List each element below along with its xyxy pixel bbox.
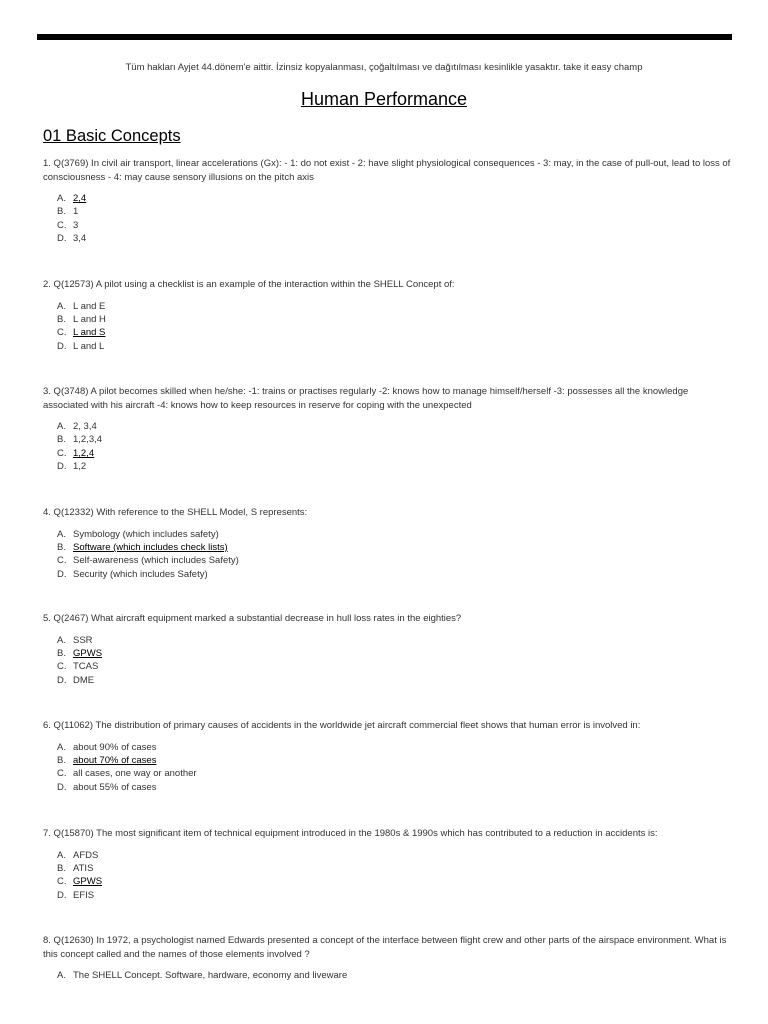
answer-option bbox=[43, 460, 733, 473]
option-text: L and S bbox=[73, 327, 106, 339]
question-4 bbox=[43, 506, 733, 581]
option-letter: C. bbox=[57, 876, 67, 888]
option-text: 3,4 bbox=[73, 233, 87, 245]
answer-option bbox=[43, 554, 733, 567]
answer-option bbox=[43, 741, 733, 754]
answer-option bbox=[43, 313, 733, 326]
option-text: about 55% of cases bbox=[73, 781, 157, 793]
option-letter: C. bbox=[57, 219, 67, 231]
option-letter: A. bbox=[57, 970, 66, 981]
option-letter: C. bbox=[57, 327, 67, 339]
option-text: Symbology (which includes safety) bbox=[73, 528, 219, 540]
answer-option-correct bbox=[43, 447, 733, 460]
option-letter: A. bbox=[57, 528, 66, 540]
option-text: Software (which includes check lists) bbox=[73, 541, 228, 553]
option-letter: B. bbox=[57, 541, 66, 553]
answer-option bbox=[43, 767, 733, 780]
option-letter: A. bbox=[57, 300, 66, 312]
answer-options bbox=[43, 420, 733, 474]
answer-option bbox=[43, 300, 733, 313]
option-letter: B. bbox=[57, 754, 66, 766]
copyright-notice: Tüm hakları Ayjet 44.dönem'e aittir. İzinsiz kopyalanması, çoğaltılması ve dağıtılması kesinlikle yasaktır. take it easy champ bbox=[125, 62, 643, 73]
option-text: L and H bbox=[73, 313, 106, 325]
option-text: L and L bbox=[73, 340, 105, 352]
answer-option-correct bbox=[43, 754, 733, 767]
question-stem: 7. Q(15870) The most significant item of technical equipment introduced in the 1980s & 1990s which has contributed to a reduction in accidents is: bbox=[43, 828, 658, 839]
option-letter: B. bbox=[57, 206, 66, 218]
option-text: 2,4 bbox=[73, 193, 87, 204]
answer-option-correct bbox=[43, 541, 733, 554]
answer-option bbox=[43, 889, 733, 902]
answer-option bbox=[43, 660, 733, 673]
question-8 bbox=[43, 934, 733, 982]
option-text: EFIS bbox=[73, 889, 95, 901]
answer-option bbox=[43, 340, 733, 353]
page-title: Human Performance bbox=[300, 89, 468, 109]
answer-options bbox=[43, 969, 733, 982]
option-text: TCAS bbox=[73, 661, 99, 673]
section-heading: 01 Basic Concepts bbox=[43, 127, 181, 145]
answer-option bbox=[43, 232, 733, 245]
option-letter: B. bbox=[57, 313, 66, 325]
answer-option bbox=[43, 420, 733, 433]
option-letter: A. bbox=[57, 193, 66, 204]
question-1 bbox=[43, 157, 733, 246]
option-letter: A. bbox=[57, 421, 66, 432]
option-letter: B. bbox=[57, 434, 66, 446]
answer-options bbox=[43, 300, 733, 354]
option-text: 2, 3,4 bbox=[73, 421, 97, 432]
option-letter: B. bbox=[57, 647, 66, 659]
question-stem: 1. Q(3769) In civil air transport, linear accelerations (Gx): - 1: do not exist - 2: have slight physiological consequences - 3: may, in the case of pull-out, lead to loss of consciousness - 4: may cause sensory illusions on the pitch axis bbox=[43, 158, 731, 183]
option-letter: B. bbox=[57, 862, 66, 874]
option-letter: D. bbox=[57, 461, 67, 473]
answer-option bbox=[43, 781, 733, 794]
answer-option bbox=[43, 862, 733, 875]
answer-option-correct bbox=[43, 326, 733, 339]
question-stem: 3. Q(3748) A pilot becomes skilled when he/she: -1: trains or practises regularly -2: knows how to manage himself/herself -3: possesses all the knowledge associated with his aircraft -4: knows how to keep resources in reserve for coping with the unexpected bbox=[43, 386, 689, 411]
option-letter: C. bbox=[57, 555, 67, 567]
option-letter: D. bbox=[57, 674, 67, 686]
answer-options bbox=[43, 741, 733, 795]
option-text: 1,2,4 bbox=[73, 447, 95, 459]
answer-option bbox=[43, 849, 733, 862]
answer-option bbox=[43, 674, 733, 687]
option-letter: D. bbox=[57, 781, 67, 793]
option-text: about 90% of cases bbox=[73, 741, 157, 753]
answer-option bbox=[43, 568, 733, 581]
question-3 bbox=[43, 385, 733, 474]
option-text: 3 bbox=[73, 219, 79, 231]
answer-options bbox=[43, 528, 733, 582]
answer-options bbox=[43, 849, 733, 903]
option-text: AFDS bbox=[73, 849, 99, 861]
question-5 bbox=[43, 612, 733, 687]
option-text: Security (which includes Safety) bbox=[73, 568, 208, 580]
option-letter: C. bbox=[57, 661, 67, 673]
answer-options bbox=[43, 634, 733, 688]
option-letter: A. bbox=[57, 634, 66, 646]
question-7 bbox=[43, 827, 733, 902]
option-letter: A. bbox=[57, 849, 66, 861]
option-letter: D. bbox=[57, 568, 67, 580]
question-stem: 6. Q(11062) The distribution of primary causes of accidents in the worldwide jet aircraft commercial fleet shows that human error is involved in: bbox=[43, 720, 641, 731]
answer-option bbox=[43, 433, 733, 446]
option-text: DME bbox=[73, 674, 95, 686]
option-letter: D. bbox=[57, 233, 67, 245]
option-text: The SHELL Concept. Software, hardware, economy and liveware bbox=[73, 970, 348, 981]
answer-option bbox=[43, 969, 733, 982]
option-letter: A. bbox=[57, 741, 66, 753]
answer-option-correct bbox=[43, 875, 733, 888]
answer-option bbox=[43, 634, 733, 647]
option-text: GPWS bbox=[73, 647, 103, 659]
option-text: all cases, one way or another bbox=[73, 768, 197, 780]
option-letter: D. bbox=[57, 340, 67, 352]
option-text: ATIS bbox=[73, 862, 94, 874]
answer-option bbox=[43, 205, 733, 218]
option-letter: C. bbox=[57, 768, 67, 780]
option-text: about 70% of cases bbox=[73, 754, 157, 766]
question-stem: 2. Q(12573) A pilot using a checklist is an example of the interaction within the SHELL Concept of: bbox=[43, 279, 455, 290]
question-stem: 4. Q(12332) With reference to the SHELL Model, S represents: bbox=[43, 507, 308, 518]
option-text: GPWS bbox=[73, 876, 103, 888]
answer-option bbox=[43, 219, 733, 232]
answer-option bbox=[43, 528, 733, 541]
option-text: 1,2,3,4 bbox=[73, 434, 103, 446]
option-letter: D. bbox=[57, 889, 67, 901]
answer-options bbox=[43, 192, 733, 246]
option-text: L and E bbox=[73, 300, 106, 312]
option-letter: C. bbox=[57, 447, 67, 459]
answer-option-correct bbox=[43, 647, 733, 660]
option-text: SSR bbox=[73, 634, 93, 646]
option-text: 1 bbox=[73, 206, 79, 218]
question-2 bbox=[43, 278, 733, 353]
question-6 bbox=[43, 719, 733, 794]
question-stem: 8. Q(12630) In 1972, a psychologist named Edwards presented a concept of the interface between flight crew and other parts of the airspace environment. What is this concept called and the names of those elements involved ? bbox=[43, 935, 727, 960]
answer-option-correct bbox=[43, 192, 733, 205]
top-rule bbox=[37, 34, 732, 40]
option-text: Self-awareness (which includes Safety) bbox=[73, 555, 239, 567]
question-stem: 5. Q(2467) What aircraft equipment marked a substantial decrease in hull loss rates in the eighties? bbox=[43, 613, 462, 624]
option-text: 1,2 bbox=[73, 461, 87, 473]
